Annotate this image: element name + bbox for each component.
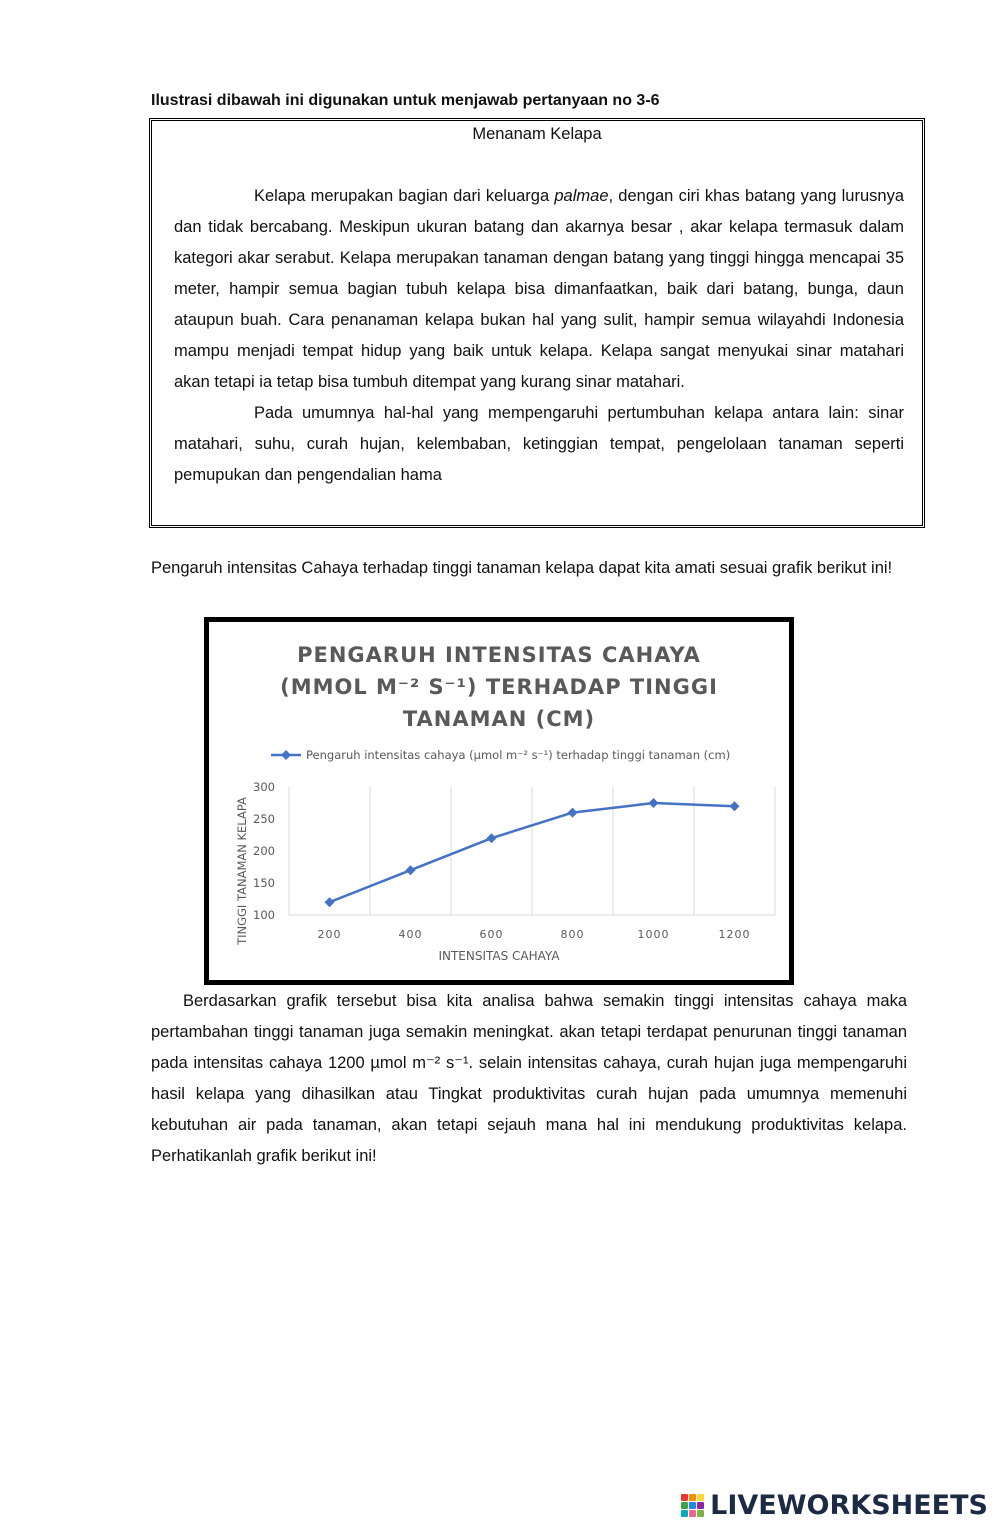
line-chart [209, 622, 789, 980]
analysis-text: Berdasarkan grafik tersebut bisa kita analisa bahwa semakin tinggi intensitas cahaya maka pertambahan tinggi tanaman juga semakin meningkat. akan tetapi terdapat penurunan tinggi tanaman pada intensitas cahaya 1200 µmol m⁻² s⁻¹. selain intensitas cahaya, curah hujan juga mempengaruhi hasil kelapa yang dihasilkan atau Tingkat produktivitas curah hujan pada umumnya memenuhi kebutuhan air pada tanaman, akan tetapi sejauh mana hal ini mendukung produktivitas kelapa. Perhatikanlah grafik berikut ini! [151, 992, 907, 1165]
y-tick-label: 300 [253, 780, 275, 794]
story-p1-italic: palmae [554, 187, 609, 205]
y-tick-label: 100 [253, 908, 275, 922]
legend-label: Pengaruh intensitas cahaya (µmol m⁻² s⁻¹) terhadap tinggi tanaman (cm) [306, 748, 731, 762]
x-tick-label: 600 [479, 928, 504, 941]
logo-square [697, 1502, 704, 1509]
chart-frame [204, 617, 794, 985]
x-tick-label: 800 [560, 928, 585, 941]
y-tick-label: 200 [253, 844, 275, 858]
logo-grid-icon [681, 1494, 704, 1517]
story-p1-start: Kelapa merupakan bagian dari keluarga [254, 187, 555, 205]
data-point-marker [730, 801, 740, 811]
story-paragraph-1 [174, 181, 904, 398]
logo-square [689, 1502, 696, 1509]
x-tick-label: 1000 [637, 928, 670, 941]
logo-square [697, 1510, 704, 1517]
intro-heading: Ilustrasi dibawah ini digunakan untuk menjawab pertanyaan no 3-6 [151, 92, 660, 109]
chart-title-line: PENGARUH INTENSITAS CAHAYA [297, 643, 701, 667]
data-point-marker [649, 798, 659, 808]
x-tick-label: 1200 [718, 928, 751, 941]
story-p1-end: , dengan ciri khas batang yang lurusnya dan tidak bercabang. Meskipun ukuran batang dan akarnya besar , akar kelapa termasuk dalam kategori akar serabut. Kelapa merupakan tanaman dengan batang yang tinggi hingga mencapai 35 meter, hampir semua bagian tubuh kelapa bisa dimanfaatkan, baik dari batang, bunga, daun ataupun buah. Cara penanaman kelapa bukan hal yang sulit, hampir semua wilayahdi Indonesia mampu menjadi tempat hidup yang baik untuk kelapa. Kelapa sangat menyukai sinar matahari akan tetapi ia tetap bisa tumbuh ditempat yang kurang sinar matahari. [174, 187, 904, 391]
logo-square [697, 1494, 704, 1501]
logo-square [681, 1510, 688, 1517]
data-point-marker [487, 833, 497, 843]
chart-title-line: (MMOL M⁻² S⁻¹) TERHADAP TINGGI [280, 675, 718, 699]
logo-text: LIVEWORKSHEETS [710, 1489, 988, 1521]
chart-title-line: TANAMAN (CM) [402, 707, 596, 731]
y-axis-title: TINGGI TANAMAN KELAPA [235, 797, 249, 945]
logo-square [681, 1494, 688, 1501]
x-axis-title: INTENSITAS CAHAYA [438, 949, 560, 963]
logo-square [689, 1494, 696, 1501]
x-tick-label: 400 [398, 928, 423, 941]
story-body [174, 181, 904, 491]
data-point-marker [325, 897, 335, 907]
y-tick-label: 250 [253, 812, 275, 826]
story-paragraph-2: Pada umumnya hal-hal yang mempengaruhi pertumbuhan kelapa antara lain: sinar matahari, suhu, curah hujan, kelembaban, ketinggian tempat, pengelolaan tanaman seperti pemupukan dan pengendalian hama [174, 404, 904, 484]
data-point-marker [406, 865, 416, 875]
data-point-marker [568, 808, 578, 818]
lead-text: Pengaruh intensitas Cahaya terhadap tinggi tanaman kelapa dapat kita amati sesuai grafik berikut ini! [151, 559, 893, 577]
y-tick-label: 150 [253, 876, 275, 890]
story-title: Menanam Kelapa [472, 125, 602, 143]
story-box [149, 118, 925, 528]
legend-diamond-marker [281, 750, 291, 760]
logo-square [681, 1502, 688, 1509]
x-tick-label: 200 [317, 928, 342, 941]
liveworksheets-logo [681, 1487, 988, 1523]
logo-square [689, 1510, 696, 1517]
